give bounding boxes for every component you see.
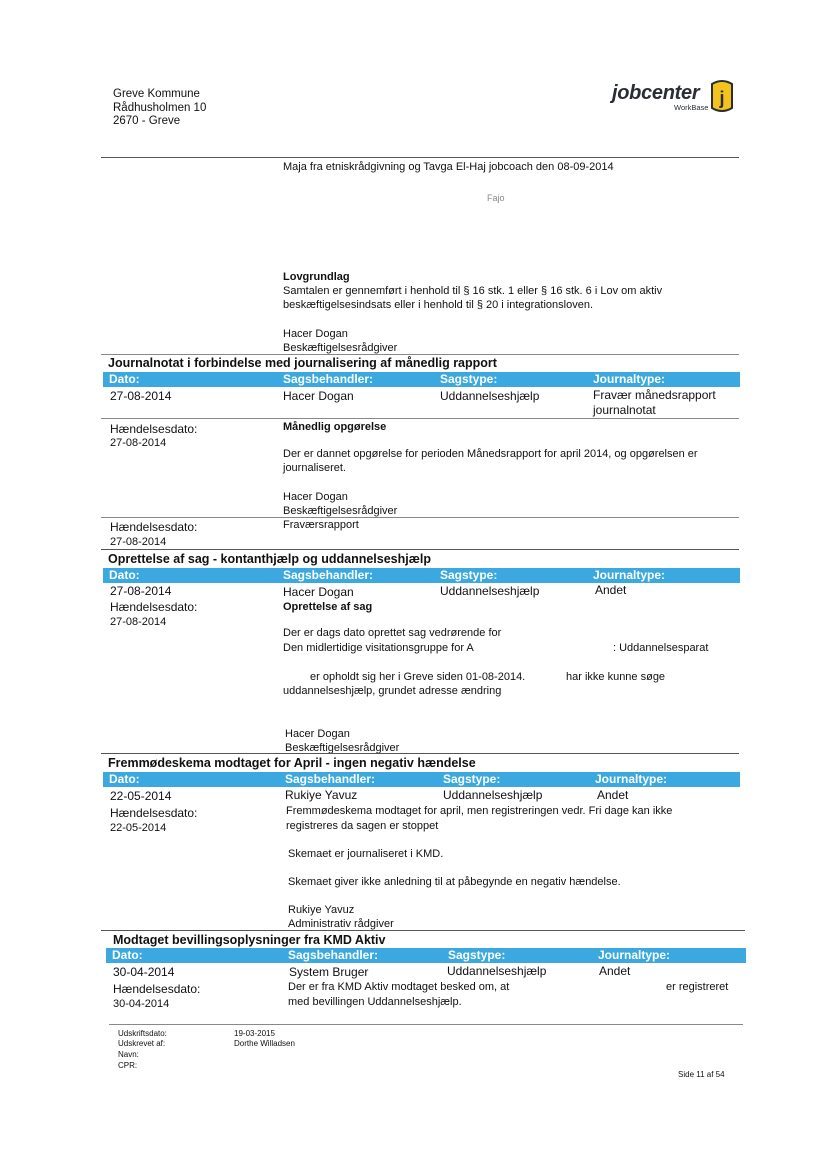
journaltype-value: Andet xyxy=(597,788,629,802)
signer-title: Beskæftigelsesrådgiver xyxy=(285,742,400,754)
column-header-bar xyxy=(103,772,740,787)
signer-name: Hacer Dogan xyxy=(285,728,350,740)
sagstype-value: Uddannelseshjælp xyxy=(443,788,543,802)
entry-text: Skemaet giver ikke anledning til at påbegynde en negativ hændelse. xyxy=(288,876,621,888)
page-number: Side 11 af 54 xyxy=(678,1070,725,1079)
sagstype-value: Uddannelseshjælp xyxy=(447,964,547,978)
journaltype-value: Andet xyxy=(595,583,627,597)
section-divider xyxy=(101,930,745,931)
column-header-journaltype: Journaltype: xyxy=(595,772,668,786)
entry-text: er opholdt sig her i Greve siden 01-08-2014. xyxy=(310,671,526,683)
section-title: Journalnotat i forbindelse med journalisering af månedlig rapport xyxy=(108,356,497,370)
entry-text: uddannelseshjælp, grundet adresse ændring xyxy=(283,685,502,697)
column-header-sagstype: Sagstype: xyxy=(443,772,501,786)
column-header-dato: Dato: xyxy=(109,772,140,786)
divider xyxy=(101,354,739,355)
footer-label: Udskriftsdato: xyxy=(118,1029,167,1038)
entry-text: er registreret xyxy=(666,981,729,993)
signer-title: Beskæftigelsesrådgiver xyxy=(283,342,398,354)
sagstype-value: Uddannelseshjælp xyxy=(440,389,540,403)
journaltype-value: journalnotat xyxy=(593,403,656,417)
entry-text: har ikke kunne søge xyxy=(566,671,666,683)
section-divider xyxy=(101,753,739,754)
haendelsesdato-label: Hændelsesdato: xyxy=(110,806,198,820)
signer-title: Beskæftigelsesrådgiver xyxy=(283,505,398,517)
dato-value: 27-08-2014 xyxy=(110,389,172,403)
journaltype-value: Andet xyxy=(599,964,631,978)
entry-title: Oprettelse af sag xyxy=(283,601,373,613)
column-header-dato: Dato: xyxy=(109,372,140,386)
column-header-sagsbehandler: Sagsbehandler: xyxy=(283,568,374,582)
address-line: Rådhusholmen 10 xyxy=(113,101,207,114)
address-line: Greve Kommune xyxy=(113,88,200,100)
haendelsesdato-label: Hændelsesdato: xyxy=(110,520,198,534)
entry-text: Der er dannet opgørelse for perioden Månedsrapport for april 2014, og opgørelsen er xyxy=(283,448,698,460)
section-title: Oprettelse af sag - kontanthjælp og uddannelseshjælp xyxy=(108,552,431,566)
header-divider xyxy=(101,157,739,158)
haendelsesdato-value: 22-05-2014 xyxy=(110,822,167,834)
entry-text: registreres da sagen er stoppet xyxy=(286,820,439,832)
lovgrundlag-text: beskæftigelsesindsats eller i henhold til § 20 i integrationsloven. xyxy=(283,299,594,311)
sagsbehandler-value: Hacer Dogan xyxy=(283,585,354,599)
signer-name: Hacer Dogan xyxy=(283,491,348,503)
sagstype-value: Uddannelseshjælp xyxy=(440,584,540,598)
jobcenter-logo-icon xyxy=(708,78,736,116)
footer-divider xyxy=(109,1024,743,1025)
address-line: 2670 - Greve xyxy=(113,115,181,127)
signer-title: Administrativ rådgiver xyxy=(288,918,394,930)
entry-text: : Uddannelsesparat xyxy=(613,642,709,654)
signer-name: Rukiye Yavuz xyxy=(288,904,355,916)
section-divider xyxy=(101,549,739,550)
note-heading: Maja fra etniskrådgivning og Tavga El-Haj jobcoach den 08-09-2014 xyxy=(283,161,614,173)
column-header-bar xyxy=(106,948,746,963)
haendelsesdato-label: Hændelsesdato: xyxy=(113,982,201,996)
section-title: Modtaget bevillingsoplysninger fra KMD Aktiv xyxy=(113,933,386,947)
footer-label: Navn: xyxy=(118,1050,139,1059)
entry-text: Der er fra KMD Aktiv modtaget besked om, at xyxy=(288,981,510,993)
column-header-journaltype: Journaltype: xyxy=(593,568,666,582)
dato-value: 27-08-2014 xyxy=(110,584,172,598)
footer-value: 19-03-2015 xyxy=(234,1029,275,1038)
dato-value: 30-04-2014 xyxy=(113,965,175,979)
haendelsesdato-label: Hændelsesdato: xyxy=(110,422,198,436)
haendelsesdato-label: Hændelsesdato: xyxy=(110,600,198,614)
haendelsesdato-value: 27-08-2014 xyxy=(110,536,167,548)
haendelsesdato-value: 27-08-2014 xyxy=(110,437,167,449)
column-header-sagstype: Sagstype: xyxy=(440,568,498,582)
haendelsesdato-value: 30-04-2014 xyxy=(113,998,170,1010)
column-header-sagsbehandler: Sagsbehandler: xyxy=(283,372,374,386)
dato-value: 22-05-2014 xyxy=(110,789,172,803)
footer-value: Dorthe Willadsen xyxy=(234,1039,295,1048)
signer-name: Hacer Dogan xyxy=(283,328,348,340)
section-title: Fremmødeskema modtaget for April - ingen negativ hændelse xyxy=(108,756,476,770)
entry-text: Skemaet er journaliseret i KMD. xyxy=(288,848,444,860)
jobcenter-logo xyxy=(612,78,740,118)
entry-text: Fremmødeskema modtaget for april, men registreringen vedr. Fri dage kan ikke xyxy=(286,805,673,817)
column-header-dato: Dato: xyxy=(109,568,140,582)
divider xyxy=(101,418,739,419)
column-header-journaltype: Journaltype: xyxy=(593,372,666,386)
entry-text: journaliseret. xyxy=(283,462,346,474)
column-header-sagstype: Sagstype: xyxy=(440,372,498,386)
lovgrundlag-title: Lovgrundlag xyxy=(283,271,350,283)
haendelsesdato-value: 27-08-2014 xyxy=(110,616,167,628)
lovgrundlag-text: Samtalen er gennemført i henhold til § 16 stk. 1 eller § 16 stk. 6 i Lov om aktiv xyxy=(283,285,663,297)
logo-mark-letter: j xyxy=(719,88,725,108)
sender-address xyxy=(113,88,206,129)
divider xyxy=(101,517,739,518)
footer-label: Udskrevet af: xyxy=(118,1039,166,1048)
logo-text: jobcenter xyxy=(612,82,700,104)
entry-text: med bevillingen Uddannelseshjælp. xyxy=(288,996,462,1008)
logo-subtitle: WorkBase xyxy=(674,103,709,112)
column-header-dato: Dato: xyxy=(112,948,143,962)
entry-text: Fraværsrapport xyxy=(283,519,359,531)
column-header-bar xyxy=(103,372,740,387)
sagsbehandler-value: Hacer Dogan xyxy=(283,389,354,403)
journaltype-value: Fravær månedsrapport xyxy=(593,388,716,402)
entry-text: Der er dags dato oprettet sag vedrørende for xyxy=(283,627,502,639)
sagsbehandler-value: Rukiye Yavuz xyxy=(285,788,358,802)
column-header-sagsbehandler: Sagsbehandler: xyxy=(285,772,376,786)
entry-text: Den midlertidige visitationsgruppe for A xyxy=(283,642,474,654)
footer-label: CPR: xyxy=(118,1061,138,1070)
sagsbehandler-value: System Bruger xyxy=(289,965,369,979)
column-header-sagstype: Sagstype: xyxy=(448,948,506,962)
note-subheading: Fajo xyxy=(487,193,505,203)
entry-title: Månedlig opgørelse xyxy=(283,421,387,433)
column-header-sagsbehandler: Sagsbehandler: xyxy=(288,948,379,962)
column-header-journaltype: Journaltype: xyxy=(598,948,671,962)
column-header-bar xyxy=(103,568,740,583)
